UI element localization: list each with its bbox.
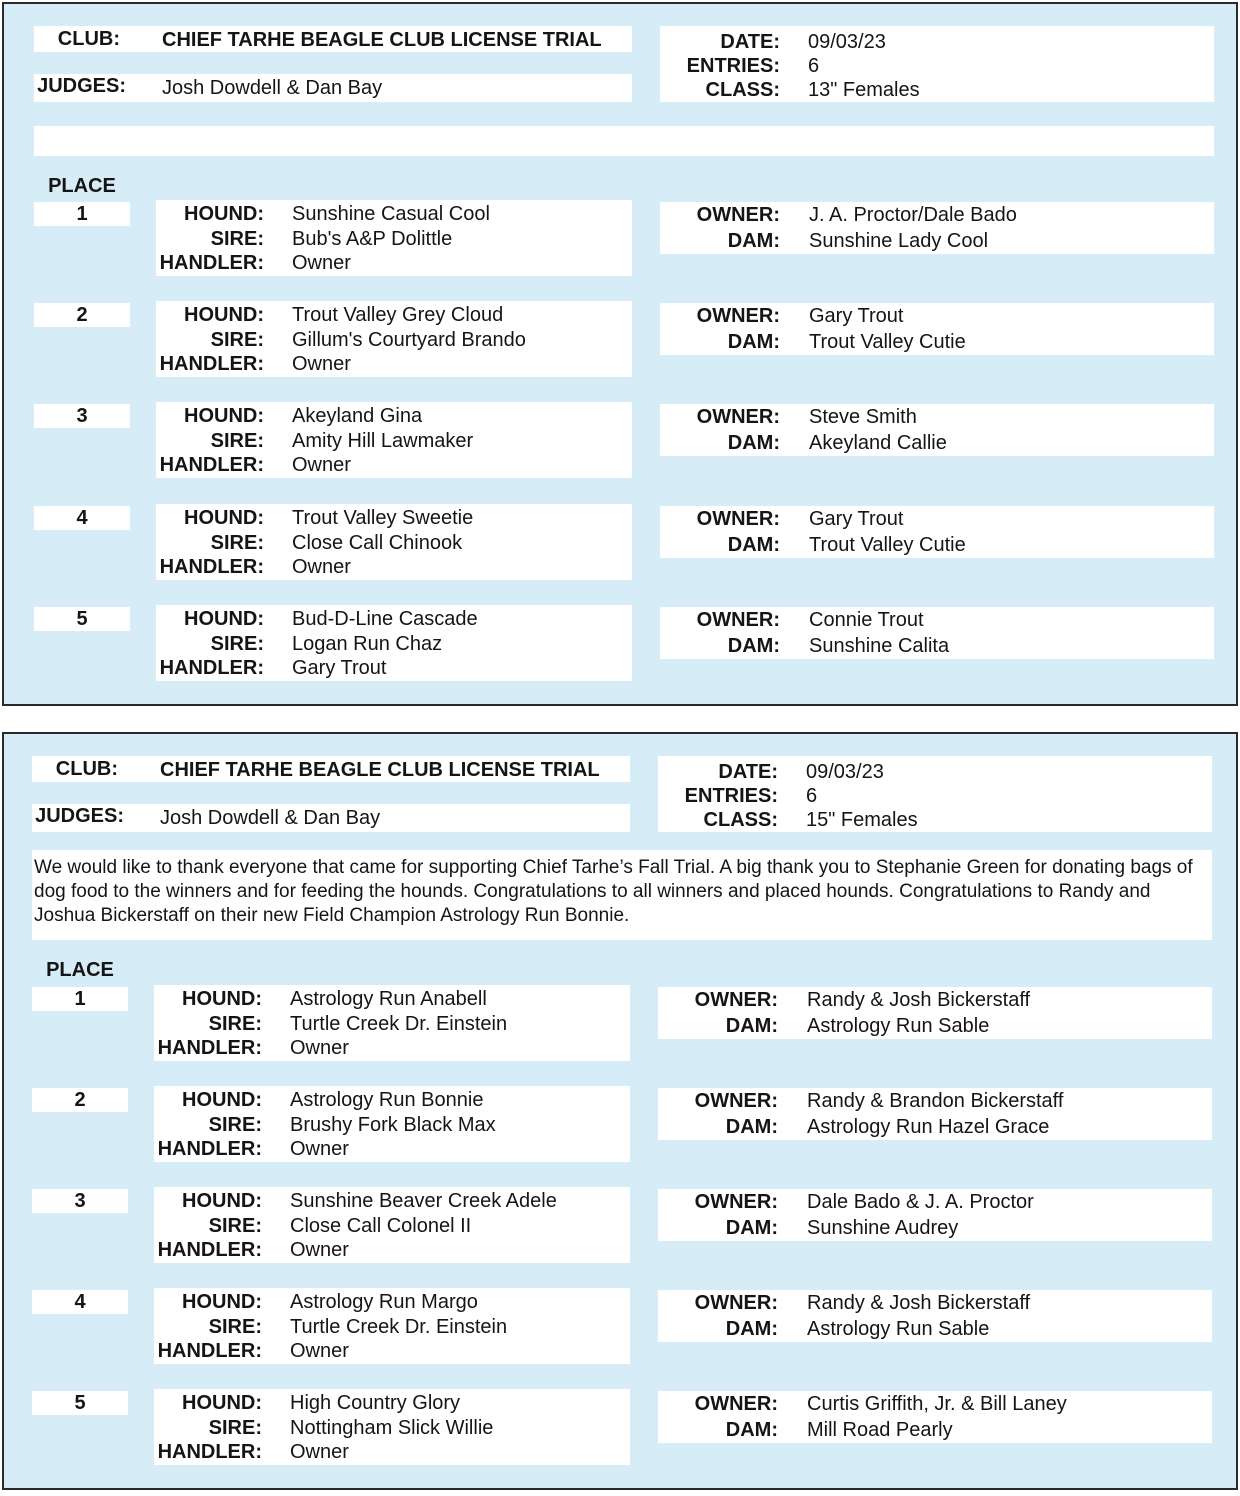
handler-name: Gary Trout [292,657,387,679]
handler-name: Owner [292,353,351,375]
handler-name: Owner [292,556,351,578]
handler-label: HANDLER: [159,454,264,476]
sire-label: SIRE: [208,1013,262,1035]
sire-name: Brushy Fork Black Max [290,1114,496,1136]
owner-name: Connie Trout [809,609,924,631]
owner-name: Steve Smith [809,406,917,428]
date-label: DATE: [720,31,780,53]
dam-name: Astrology Run Sable [807,1318,990,1340]
judges-names: Josh Dowdell & Dan Bay [160,807,381,829]
place-number: 1 [74,988,86,1010]
sire-name: Amity Hill Lawmaker [292,430,474,452]
hound-name: Astrology Run Margo [290,1291,478,1313]
dam-label: DAM: [725,1419,778,1441]
place-heading: PLACE [48,175,116,197]
sire-label: SIRE: [208,1316,262,1338]
hound-label: HOUND: [182,1089,262,1111]
sire-label: SIRE: [210,430,264,452]
place-number: 5 [74,1392,86,1414]
owner-name: Randy & Josh Bickerstaff [807,989,1031,1011]
dam-label: DAM: [727,432,780,454]
owner-name: Curtis Griffith, Jr. & Bill Laney [807,1393,1067,1415]
place-number: 3 [76,405,88,427]
judges-label: JUDGES: [37,75,126,97]
sire-name: Gillum's Courtyard Brando [292,329,526,351]
handler-label: HANDLER: [157,1340,262,1362]
owner-label: OWNER: [696,609,780,631]
hound-name: High Country Glory [290,1392,461,1414]
place-number: 2 [76,304,88,326]
hound-name: Astrology Run Bonnie [290,1089,484,1111]
hound-name: Trout Valley Sweetie [292,507,474,529]
hound-name: Bud-D-Line Cascade [292,608,478,630]
hound-label: HOUND: [184,203,264,225]
place-number: 5 [76,608,88,630]
dam-name: Mill Road Pearly [807,1419,953,1441]
dam-name: Akeyland Callie [809,432,947,454]
club-name: CHIEF TARHE BEAGLE CLUB LICENSE TRIAL [162,29,602,51]
owner-label: OWNER: [694,1292,778,1314]
date-value: 09/03/23 [806,761,884,783]
place-number: 4 [74,1291,86,1313]
sire-label: SIRE: [210,633,264,655]
date-value: 09/03/23 [808,31,886,53]
sire-label: SIRE: [210,532,264,554]
owner-label: OWNER: [696,305,780,327]
handler-name: Owner [292,454,351,476]
dam-name: Trout Valley Cutie [809,331,966,353]
sire-name: Turtle Creek Dr. Einstein [290,1013,508,1035]
club-label: CLUB: [55,758,118,780]
dam-name: Astrology Run Sable [807,1015,990,1037]
hound-label: HOUND: [182,1190,262,1212]
handler-name: Owner [290,1239,349,1261]
trial-result-card [2,2,1238,706]
class-value: 13" Females [808,79,920,101]
handler-label: HANDLER: [157,1037,262,1059]
date-label: DATE: [718,761,778,783]
class-value: 15" Females [806,809,918,831]
owner-label: OWNER: [694,989,778,1011]
hound-label: HOUND: [184,304,264,326]
dam-label: DAM: [727,331,780,353]
dam-label: DAM: [727,230,780,252]
judges-label: JUDGES: [35,805,124,827]
owner-name: Randy & Josh Bickerstaff [807,1292,1031,1314]
place-number: 1 [76,203,88,225]
handler-name: Owner [292,252,351,274]
owner-label: OWNER: [696,406,780,428]
hound-label: HOUND: [184,608,264,630]
owner-name: Randy & Brandon Bickerstaff [807,1090,1064,1112]
dam-name: Sunshine Calita [809,635,950,657]
sire-label: SIRE: [208,1114,262,1136]
entries-value: 6 [806,785,818,807]
sire-name: Nottingham Slick Willie [290,1417,494,1439]
sire-label: SIRE: [208,1215,262,1237]
dam-label: DAM: [727,534,780,556]
dam-label: DAM: [725,1116,778,1138]
club-label: CLUB: [57,28,120,50]
sire-name: Turtle Creek Dr. Einstein [290,1316,508,1338]
dam-label: DAM: [725,1015,778,1037]
owner-name: Dale Bado & J. A. Proctor [807,1191,1034,1213]
handler-label: HANDLER: [159,657,264,679]
handler-label: HANDLER: [159,252,264,274]
judges-names: Josh Dowdell & Dan Bay [162,77,383,99]
sire-label: SIRE: [208,1417,262,1439]
handler-label: HANDLER: [157,1239,262,1261]
hound-label: HOUND: [184,405,264,427]
place-heading: PLACE [46,959,114,981]
hound-name: Sunshine Casual Cool [292,203,490,225]
owner-label: OWNER: [696,508,780,530]
sire-label: SIRE: [210,228,264,250]
owner-label: OWNER: [694,1393,778,1415]
handler-label: HANDLER: [159,353,264,375]
trial-note-text: We would like to thank everyone that came for supporting Chief Tarhe’s Fall Trial. A big thank you to Stephanie Green for donating bags of dog food to the winners and for feeding the hounds. Congratulations to all winners and placed hounds. Congratulations to Randy and Joshua Bickerstaff on their new Field Champion Astrology Run Bonnie. [34,857,1193,926]
trial-result-card [2,732,1238,1490]
dam-name: Sunshine Audrey [807,1217,959,1239]
sire-name: Close Call Chinook [292,532,463,554]
hound-label: HOUND: [182,1392,262,1414]
trial-note [34,126,1214,156]
place-number: 2 [74,1089,86,1111]
hound-name: Astrology Run Anabell [290,988,487,1010]
hound-name: Trout Valley Grey Cloud [292,304,504,326]
hound-name: Sunshine Beaver Creek Adele [290,1190,557,1212]
place-number: 3 [74,1190,86,1212]
owner-label: OWNER: [694,1090,778,1112]
dam-name: Astrology Run Hazel Grace [807,1116,1050,1138]
dam-label: DAM: [727,635,780,657]
entries-label: ENTRIES: [686,55,780,77]
class-label: CLASS: [705,79,780,101]
dam-label: DAM: [725,1217,778,1239]
owner-label: OWNER: [696,204,780,226]
entries-value: 6 [808,55,820,77]
dam-name: Trout Valley Cutie [809,534,966,556]
entries-label: ENTRIES: [684,785,778,807]
hound-name: Akeyland Gina [292,405,423,427]
owner-label: OWNER: [694,1191,778,1213]
owner-name: Gary Trout [809,508,904,530]
sire-name: Bub's A&P Dolittle [292,228,453,250]
place-number: 4 [76,507,88,529]
handler-label: HANDLER: [157,1441,262,1463]
handler-name: Owner [290,1441,349,1463]
hound-label: HOUND: [182,988,262,1010]
handler-label: HANDLER: [157,1138,262,1160]
sire-label: SIRE: [210,329,264,351]
dam-name: Sunshine Lady Cool [809,230,989,252]
sire-name: Close Call Colonel II [290,1215,472,1237]
club-name: CHIEF TARHE BEAGLE CLUB LICENSE TRIAL [160,759,600,781]
handler-name: Owner [290,1037,349,1059]
dam-label: DAM: [725,1318,778,1340]
class-label: CLASS: [703,809,778,831]
owner-name: Gary Trout [809,305,904,327]
handler-name: Owner [290,1138,349,1160]
handler-label: HANDLER: [159,556,264,578]
hound-label: HOUND: [184,507,264,529]
sire-name: Logan Run Chaz [292,633,443,655]
hound-label: HOUND: [182,1291,262,1313]
handler-name: Owner [290,1340,349,1362]
owner-name: J. A. Proctor/Dale Bado [809,204,1017,226]
